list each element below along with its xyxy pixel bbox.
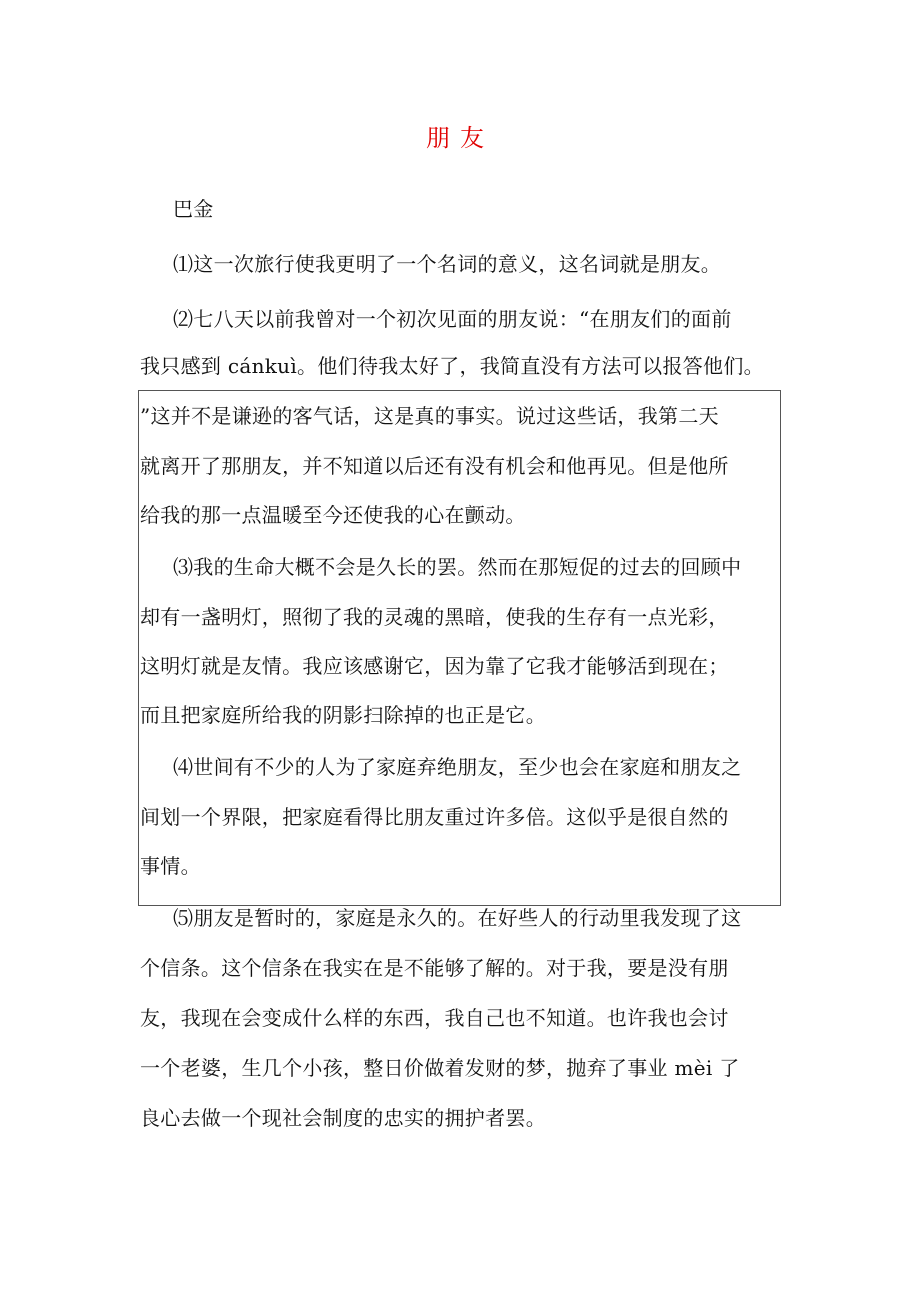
text-line: 我只感到 cánkuì。他们待我太好了，我简直没有方法可以报答他们。: [140, 354, 764, 378]
document-title: 朋友: [426, 124, 494, 152]
text-line: 间划一个界限，把家庭看得比朋友重过许多倍。这似乎是很自然的: [140, 805, 729, 829]
text-line: 友，我现在会变成什么样的东西，我自己也不知道。也许我也会讨: [140, 1006, 729, 1030]
text-line: 一个老婆，生几个小孩，整日价做着发财的梦，抛弃了事业 mèi 了: [140, 1056, 740, 1080]
text-line: 而且把家庭所给我的阴影扫除掉的也正是它。: [140, 703, 546, 727]
text-line: 却有一盏明灯，照彻了我的灵魂的黑暗，使我的生存有一点光彩，: [140, 605, 729, 629]
text-line: ”这并不是谦逊的客气话，这是真的事实。说过这些话，我第二天: [140, 404, 719, 428]
text-line: ⑷世间有不少的人为了家庭弃绝朋友，至少也会在家庭和朋友之: [173, 755, 742, 779]
text-line: 事情。: [140, 854, 201, 878]
text-line: ⑸朋友是暂时的，家庭是永久的。在好些人的行动里我发现了这: [173, 906, 742, 930]
text-line: ⑶我的生命大概不会是久长的罢。然而在那短促的过去的回顾中: [173, 555, 742, 579]
text-line: 就离开了那朋友，并不知道以后还有没有机会和他再见。但是他所: [140, 454, 729, 478]
text-line: 个信条。这个信条在我实在是不能够了解的。对于我，要是没有朋: [140, 956, 729, 980]
text-line: 给我的那一点温暖至今还使我的心在颤动。: [140, 503, 526, 527]
text-line: 良心去做一个现社会制度的忠实的拥护者罢。: [140, 1106, 546, 1130]
text-line: ⑵七八天以前我曾对一个初次见面的朋友说：“在朋友们的面前: [173, 307, 732, 331]
author-line: 巴金: [173, 197, 214, 221]
text-line: 这明灯就是友情。我应该感谢它，因为靠了它我才能够活到现在；: [140, 654, 729, 678]
text-line: ⑴这一次旅行使我更明了一个名词的意义，这名词就是朋友。: [173, 252, 722, 276]
